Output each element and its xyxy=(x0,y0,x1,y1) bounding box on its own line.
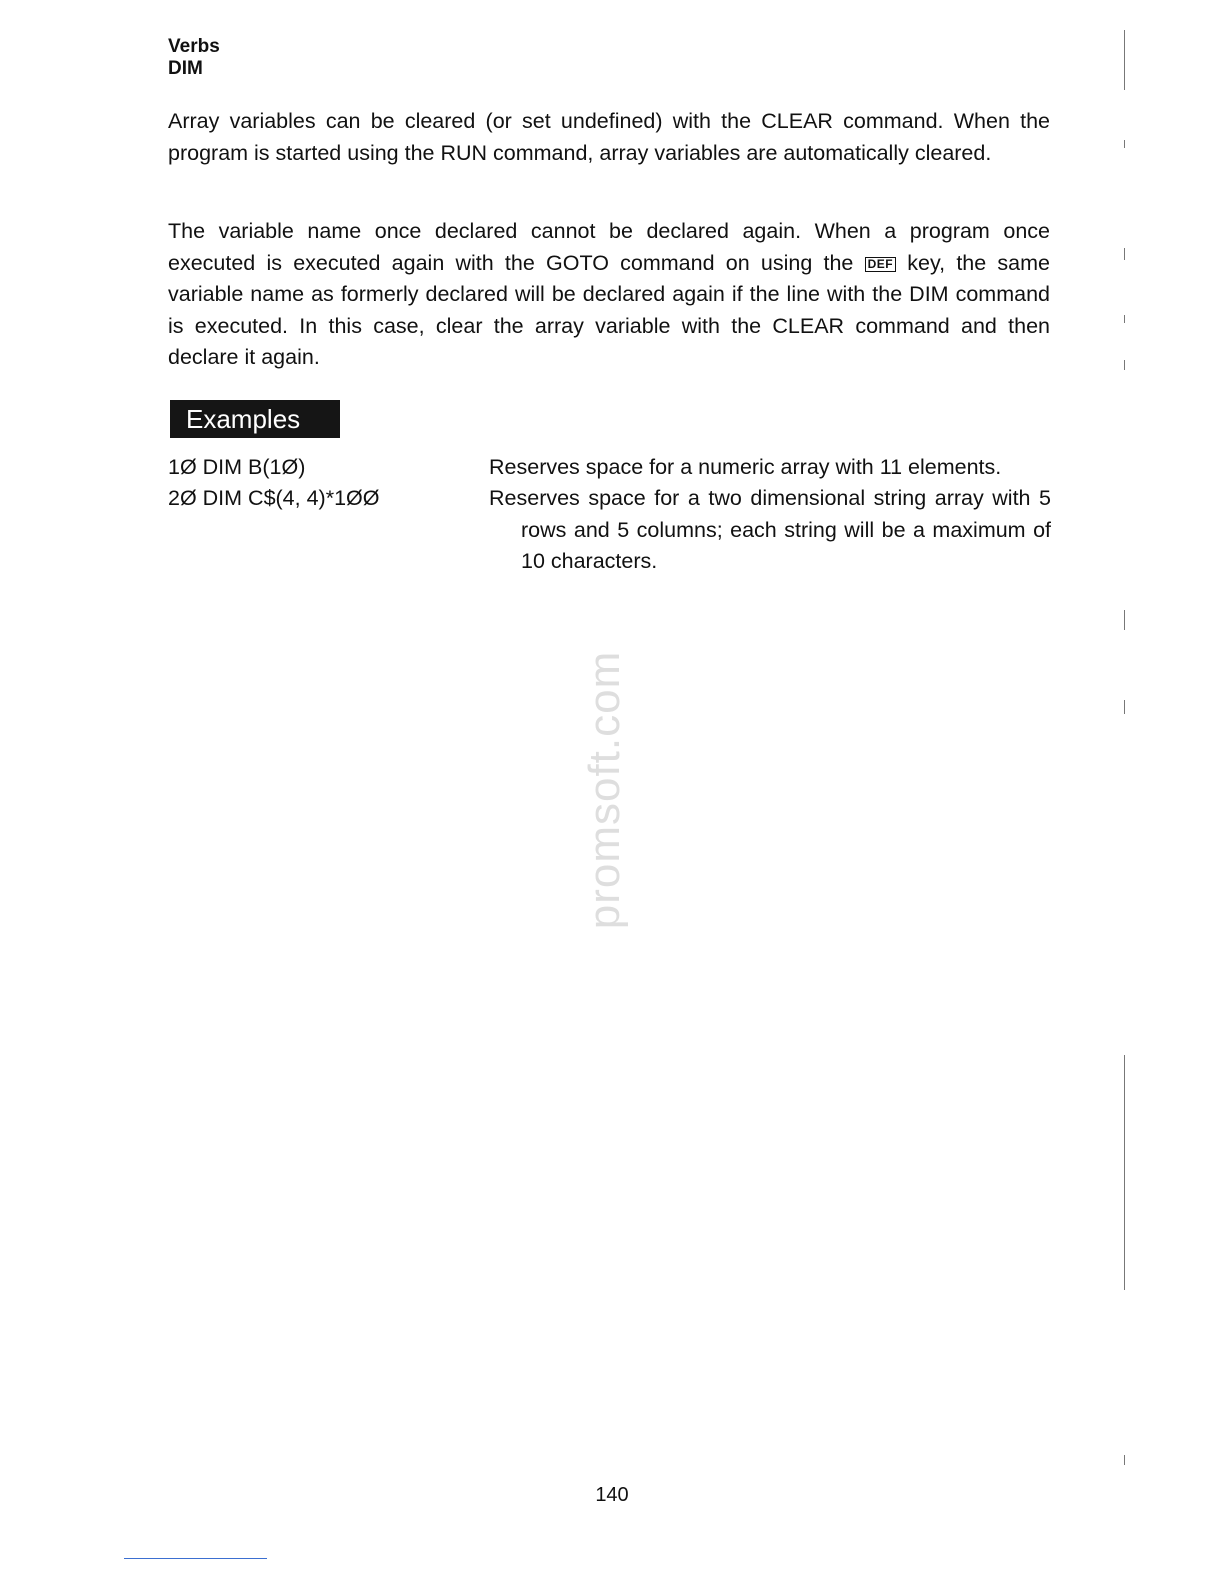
example-description: Reserves space for a numeric array with 11 elements. xyxy=(489,455,1002,479)
bottom-rule xyxy=(124,1558,267,1559)
watermark: promsoft.com xyxy=(580,650,629,930)
paragraph-clear-arrays: Array variables can be cleared (or set undefined) with the CLEAR command. When the program is started using the RUN command, array variables are automatically cleared. xyxy=(168,109,1050,165)
page-header xyxy=(168,36,220,80)
example-description: Reserves space for a two dimensional string array with 5 rows and 5 columns; each string will be a maximum of 10 characters. xyxy=(489,486,1051,573)
page-number: 140 xyxy=(595,1484,629,1506)
paragraph-text-part: The variable name once declared cannot be declared again. When a program once executed is executed again with the GOTO command on using the xyxy=(168,219,1050,275)
command-title: DIM xyxy=(168,58,203,79)
example-code: 1Ø DIM B(1Ø) xyxy=(168,455,306,479)
section-label: Verbs xyxy=(168,36,220,57)
examples-heading: Examples xyxy=(170,400,340,438)
scan-edge-marks xyxy=(1124,30,1128,1470)
paragraph-redeclare xyxy=(168,216,1050,374)
example-code: 2Ø DIM C$(4, 4)*1ØØ xyxy=(168,486,380,510)
paragraph-text-part: key, the same variable name as formerly declared will be declared again if the line with the DIM command is executed. In this case, clear the array variable with the CLEAR command and then declare it again. xyxy=(168,250,1050,369)
def-key-icon: DEF xyxy=(865,257,897,272)
